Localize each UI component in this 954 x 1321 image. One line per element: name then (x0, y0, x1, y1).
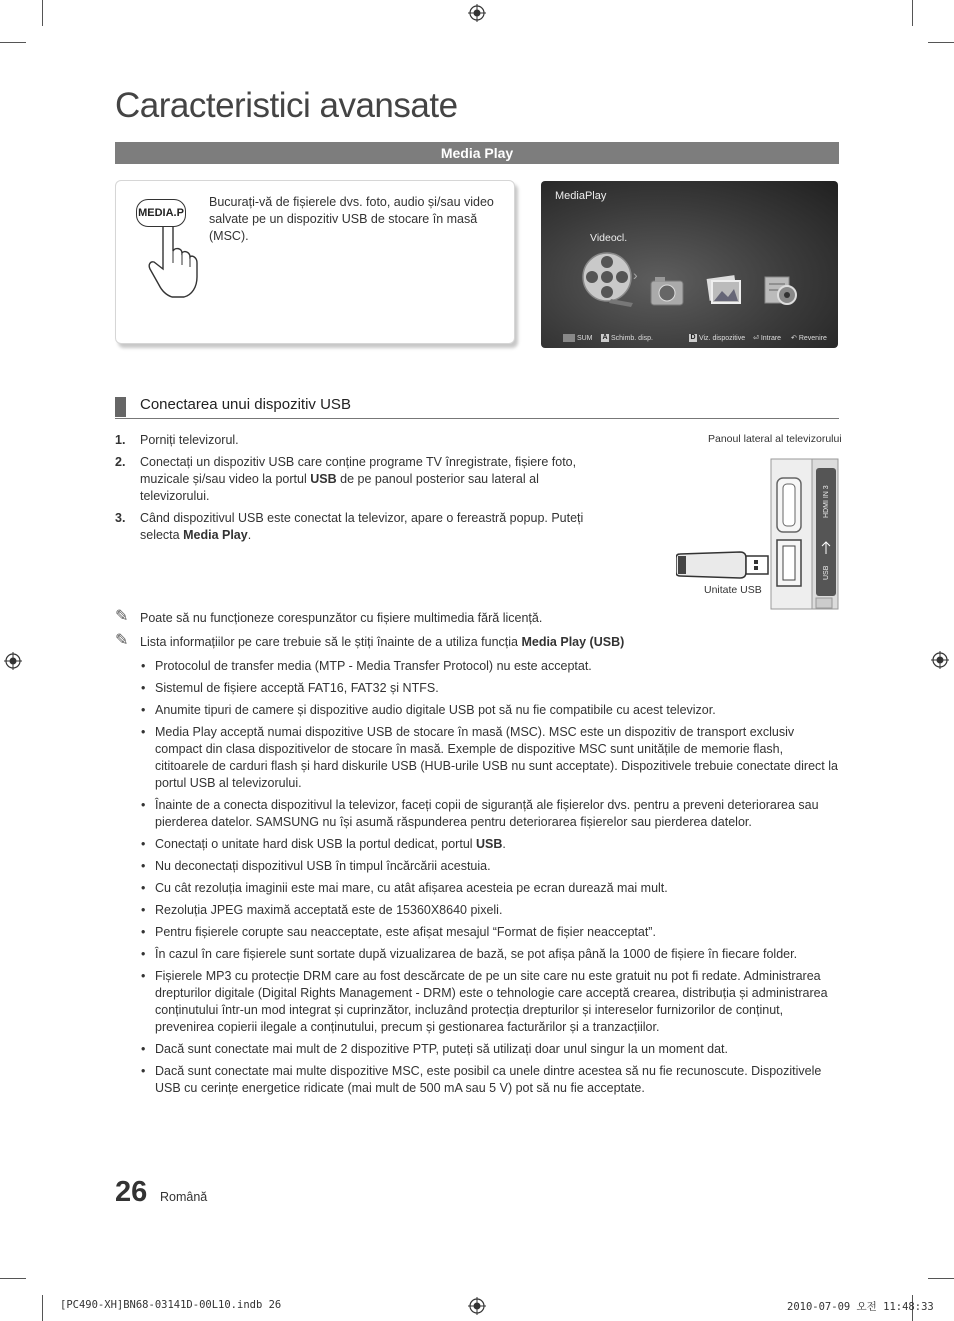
bullet-icon: • (141, 703, 146, 717)
step-text: Când dispozitivul USB este conectat la televizor, apare o fereastră popup. Puteți selecta (140, 511, 584, 542)
bullet-item (115, 836, 839, 853)
bullet-text: . (502, 837, 506, 851)
bullet-icon: • (141, 1064, 146, 1078)
subsection-title: Conectarea unui dispozitiv USB (140, 396, 351, 413)
chevron-right-icon: › (633, 267, 638, 283)
bullet-item (115, 902, 839, 919)
registration-mark-icon (468, 1297, 486, 1315)
bullet-icon: • (141, 798, 146, 812)
film-reel-icon (581, 251, 635, 307)
enter-icon: ⏎ (753, 335, 759, 342)
subsection-rule (115, 418, 839, 419)
usb-drive-label: Unitate USB (704, 584, 762, 596)
view-devices-label: Viz. dispozitive (698, 334, 746, 342)
note-item (115, 610, 839, 627)
tv-footer-bar (541, 326, 838, 348)
bullet-icon: • (141, 725, 146, 739)
return-icon: ↶ (791, 335, 797, 342)
bullet-icon: • (141, 881, 146, 895)
bullet-text: Rezoluția JPEG maximă acceptată este de 15360X8640 pixeli. (155, 903, 503, 917)
photo-camera-icon (649, 273, 685, 307)
key-a-badge: A (602, 334, 608, 341)
remote-key-icon (563, 334, 575, 342)
bullet-item (115, 924, 839, 941)
registration-mark-icon (468, 4, 486, 22)
bullet-item (115, 1041, 839, 1058)
selected-item-label: Videocl. (590, 232, 628, 244)
page-language: Română (160, 1190, 208, 1204)
usb-port-label: USB (823, 565, 830, 580)
bullet-icon: • (141, 969, 146, 983)
enter-label: Intrare (760, 335, 782, 342)
note-bold-text: Media Play (USB) (521, 635, 625, 649)
bullet-icon: • (141, 859, 146, 873)
crop-mark (42, 1295, 43, 1321)
bullet-item (115, 797, 839, 831)
bullet-item (115, 1063, 839, 1097)
bullet-text: Fișierele MP3 cu protecție DRM care au fost descărcate de pe un site care nu este gratuit nu pot fi redate. Administrarea drepturilor digitale (Digital Rights Management - DRM) este o tehnologie care acceptă crearea, distribuția și administrarea conținutului într-un mod integrat și cuprinzător, incluzând protecția drepturilor și intereselor furnizorilor de conținut, prevenirea copierii ilegale a conținutului, precum și gestionarea facturărilor și a tranzacțiilor. (155, 969, 828, 1034)
bullet-item (115, 946, 839, 963)
bullet-text: Media Play acceptă numai dispozitive USB de stocare în masă (MSC). MSC este un dispozitiv de transport exclusiv compact din clasa dispozitivelor de stocare în masă. Exemple de dispozitive MSC sunt unitățile de memorie flash, cititoarele de carduri flash și hard diskurile USB (HUB-urile USB nu sunt acceptate). Dispozitivele trebuie conectate direct la portul USB al televizorului. (155, 725, 838, 790)
step-text: Conectați un dispozitiv USB care conține programe TV înregistrate, fișiere foto, muzicale și/sau video la portul (140, 455, 577, 486)
registration-mark-icon (4, 652, 22, 670)
photos-icon (704, 273, 744, 307)
media-play-app-title: MediaPlay (555, 190, 607, 202)
return-label: Revenire (798, 335, 827, 342)
bullet-item (115, 880, 839, 897)
step-bold-text: Media Play (183, 528, 248, 542)
bullet-icon: • (141, 1042, 146, 1056)
section-header: Media Play (115, 142, 839, 164)
print-footer-right: 2010-07-09 오전 11:48:33 (787, 1301, 934, 1313)
change-device-label: Schimb. disp. (610, 334, 653, 342)
print-footer-left: [PC490-XH]BN68-03141D-00L10.indb 26 (60, 1299, 282, 1311)
bullet-item (115, 680, 839, 697)
note-text: Poate să nu funcționeze corespunzător cu fișiere multimedia fără licență. (140, 611, 543, 625)
registration-mark-icon (931, 651, 949, 669)
notes-section (115, 610, 839, 1102)
step-item (115, 510, 605, 544)
subsection-marker (115, 397, 126, 417)
sum-label: SUM (576, 334, 593, 342)
media-play-screenshot (541, 181, 838, 348)
bullet-icon: • (141, 681, 146, 695)
key-d-badge: D (690, 334, 696, 341)
bullet-item (115, 658, 839, 675)
step-item (115, 432, 605, 449)
remote-description: Bucurați-vă de fișierele dvs. foto, audio și/sau video salvate pe un dispozitiv USB de stocare în masă (MSC). (209, 195, 494, 243)
bullet-text: Dacă sunt conectate mai mult de 2 dispozitive PTP, puteți să utilizați doar unul singur la un moment dat. (155, 1042, 728, 1056)
bullet-text: Nu deconectați dispozitivul USB în timpul încărcării acestuia. (155, 859, 491, 873)
crop-mark (912, 0, 913, 26)
crop-mark (928, 42, 954, 43)
bullet-text: Pentru fișierele corupte sau neacceptate, este afișat mesajul “Format de fișier neacceptat”. (155, 925, 656, 939)
bullet-item (115, 724, 839, 792)
bullet-item (115, 968, 839, 1036)
bullet-text: Înainte de a conecta dispozitivul la televizor, faceți copii de siguranță ale fișierelor dvs. pentru a preveni deteriorarea sau pierderea datelor. SAMSUNG nu își asumă răspunderea pentru deteriorarea fișierelor sau pierderea datelor. (155, 798, 819, 829)
page-title: Caracteristici avansate (115, 86, 458, 125)
bullet-icon: • (141, 837, 146, 851)
step-text: Porniți televizorul. (140, 433, 239, 447)
pencil-note-icon: ✎ (115, 608, 129, 625)
step-bold-text: USB (310, 472, 337, 486)
tv-side-panel-label: Panoul lateral al televizorului (708, 433, 842, 445)
media-p-button: MEDIA.P (136, 199, 186, 227)
bullet-icon: • (141, 947, 146, 961)
bullet-text: În cazul în care fișierele sunt sortate după vizualizarea de bază, se pot afișa până la 1000 de fișiere în fiecare folder. (155, 947, 798, 961)
bullet-text: Cu cât rezoluția imaginii este mai mare, cu atât afișarea acesteia pe ecran durează mai mult. (155, 881, 668, 895)
bullet-text: Protocolul de transfer media (MTP - Media Transfer Protocol) nu este acceptat. (155, 659, 592, 673)
crop-mark (928, 1278, 954, 1279)
note-item (115, 634, 839, 651)
step-text: . (247, 528, 252, 542)
note-text: Lista informațiilor pe care trebuie să le știți înainte de a utiliza funcția (140, 635, 522, 649)
bullet-item (115, 702, 839, 719)
bullet-bold-text: USB (476, 837, 503, 851)
step-list (115, 432, 605, 549)
step-number: 1. (115, 433, 126, 447)
bullet-text: Dacă sunt conectate mai multe dispozitive MSC, este posibil ca unele dintre acestea să nu fie recunoscute. Dispozitivele USB cu cerințe energetice ridicate (mai mult de 500 mA sau 5 V) pot să nu fie acceptate. (155, 1064, 822, 1095)
settings-icon (763, 275, 799, 307)
page-number: 26 (115, 1176, 148, 1208)
remote-instruction-box (115, 180, 515, 344)
step-number: 2. (115, 455, 126, 469)
step-number: 3. (115, 511, 126, 525)
pencil-note-icon: ✎ (115, 632, 129, 649)
hdmi-in-3-label: HDMI IN 3 (823, 485, 830, 518)
bullet-icon: • (141, 659, 146, 673)
bullet-text: Sistemul de fișiere acceptă FAT16, FAT32 și NTFS. (155, 681, 439, 695)
step-text: de pe panoul posterior sau lateral al televizorului. (140, 472, 539, 503)
bullet-text: Conectați o unitate hard disk USB la portul dedicat, portul (155, 837, 477, 851)
bullet-item (115, 858, 839, 875)
crop-mark (0, 1278, 26, 1279)
crop-mark (0, 42, 26, 43)
bullet-text: Anumite tipuri de camere și dispozitive audio digitale USB pot să nu fie compatibile cu acest televizor. (155, 703, 716, 717)
bullet-icon: • (141, 903, 146, 917)
crop-mark (42, 0, 43, 26)
bullet-list (115, 658, 839, 1097)
step-item (115, 454, 605, 505)
bullet-icon: • (141, 925, 146, 939)
